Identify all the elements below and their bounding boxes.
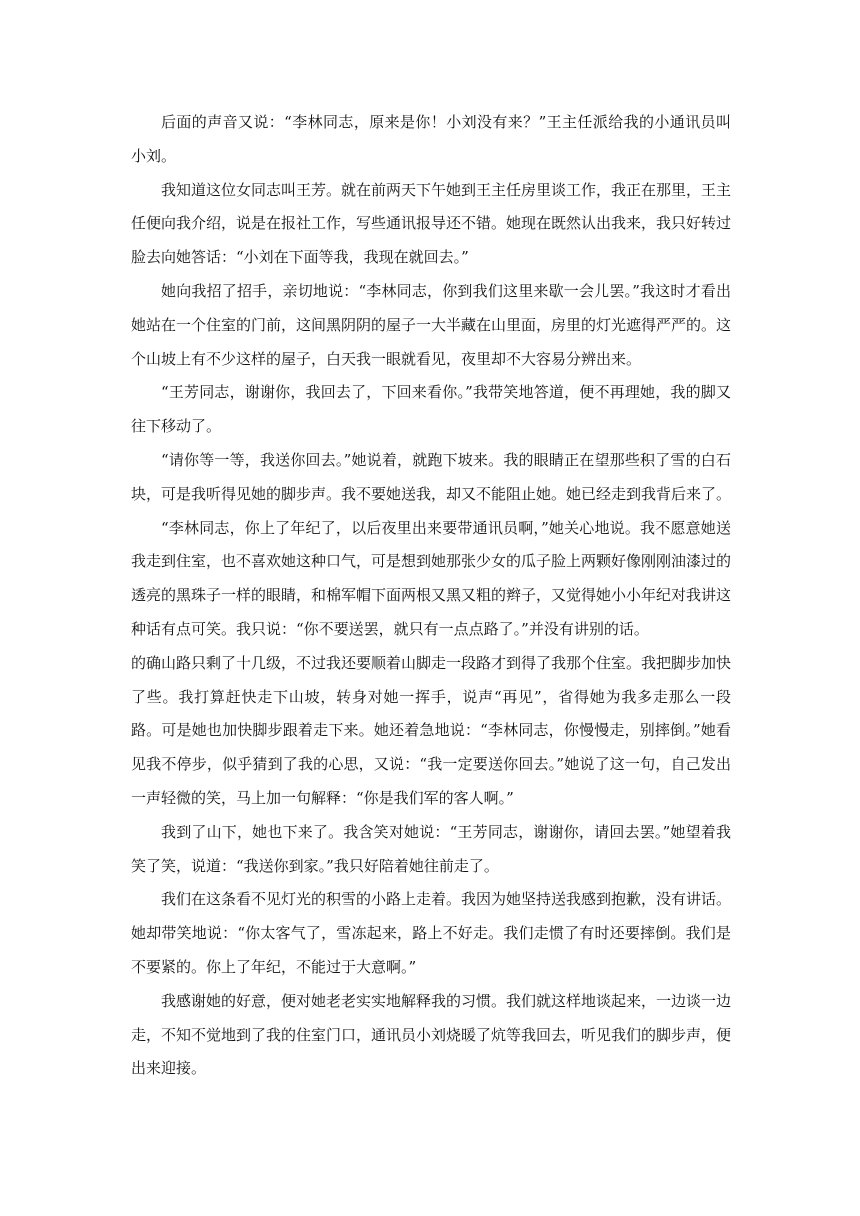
paragraph-6: “李林同志，你上了年纪了，以后夜里出来要带通讯员啊，”她关心地说。我不愿意她送我走到住室，也不喜欢她这种口气，可是想到她那张少女的瓜子脸上两颗好像刚刚油漆过的透亮的黑珠子一样的眼睛，和棉军帽下面两根又黑又粗的辫子，又觉得她小小年纪对我讲这种话有点可笑。我只说：“你不要送罢，就只有一点点路了。”并没有讲别的话。 bbox=[131, 518, 732, 638]
paragraph-4: “王芳同志，谢谢你，我回去了，下回来看你。”我带笑地答道，便不再理她，我的脚又往下移动了。 bbox=[131, 383, 731, 436]
paragraph-9: 我们在这条看不见灯光的积雪的小路上走着。我因为她坚持送我感到抱歉，没有讲话。她却带笑地说：“你太客气了，雪冻起来，路上不好走。我们走惯了有时还要摔倒。我们是不要紧的。你上了年纪，不能过于大意啊。” bbox=[131, 890, 732, 976]
paragraph-5: “请你等一等，我送你回去。”她说着，就跑下坡来。我的眼睛正在望那些积了雪的白石块，可是我听得见她的脚步声。我不要她送我，却又不能阻止她。她已经走到我背后来了。 bbox=[131, 450, 732, 503]
paragraph-8: 我到了山下，她也下来了。我含笑对她说：“王芳同志，谢谢你，请回去罢。”她望着我笑了笑，说道：“我送你到家。”我只好陪着她往前走了。 bbox=[131, 822, 731, 875]
paragraph-3: 她向我招了招手，亲切地说：“李林同志，你到我们这里来歇一会儿罢。”我这时才看出她站在一个住室的门前，这间黑阴阴的屋子一大半藏在山里面，房里的灯光遮得严严的。这个山坡上有不少这样的屋子，白天我一眼就看见，夜里却不大容易分辨出来。 bbox=[131, 281, 732, 368]
paragraph-10: 我感谢她的好意，便对她老老实实地解释我的习惯。我们就这样地谈起来，一边谈一边走，不知不觉地到了我的住室门口，通讯员小刘烧暖了炕等我回去，听见我们的脚步声，便出来迎接。 bbox=[131, 991, 732, 1078]
paragraph-2: 我知道这位女同志叫王芳。就在前两天下午她到王主任房里谈工作，我正在那里，王主任便向我介绍，说是在报社工作，写些通讯报导还不错。她现在既然认出我来，我只好转过脸去向她答话：“小刘在下面等我，我现在就回去。” bbox=[131, 180, 732, 267]
paragraph-7: 的确山路只剩了十几级，不过我还要顺着山脚走一段路才到得了我那个住室。我把脚步加快了些。我打算赶快走下山坡，转身对她一挥手，说声“再见”，省得她为我多走那么一段路。可是她也加快脚步跟着走下来。她还着急地说：“李林同志，你慢慢走，别摔倒。”她看见我不停步，似乎猜到了我的心思，又说：“我一定要送你回去。”她说了这一句，自己发出一声轻微的笑，马上加一句解释：“你是我们军的客人啊。” bbox=[131, 653, 732, 807]
article-body bbox=[131, 106, 731, 1086]
paragraph-1: 后面的声音又说：“李林同志，原来是你！小刘没有来？”王主任派给我的小通讯员叫小刘。 bbox=[131, 113, 731, 165]
